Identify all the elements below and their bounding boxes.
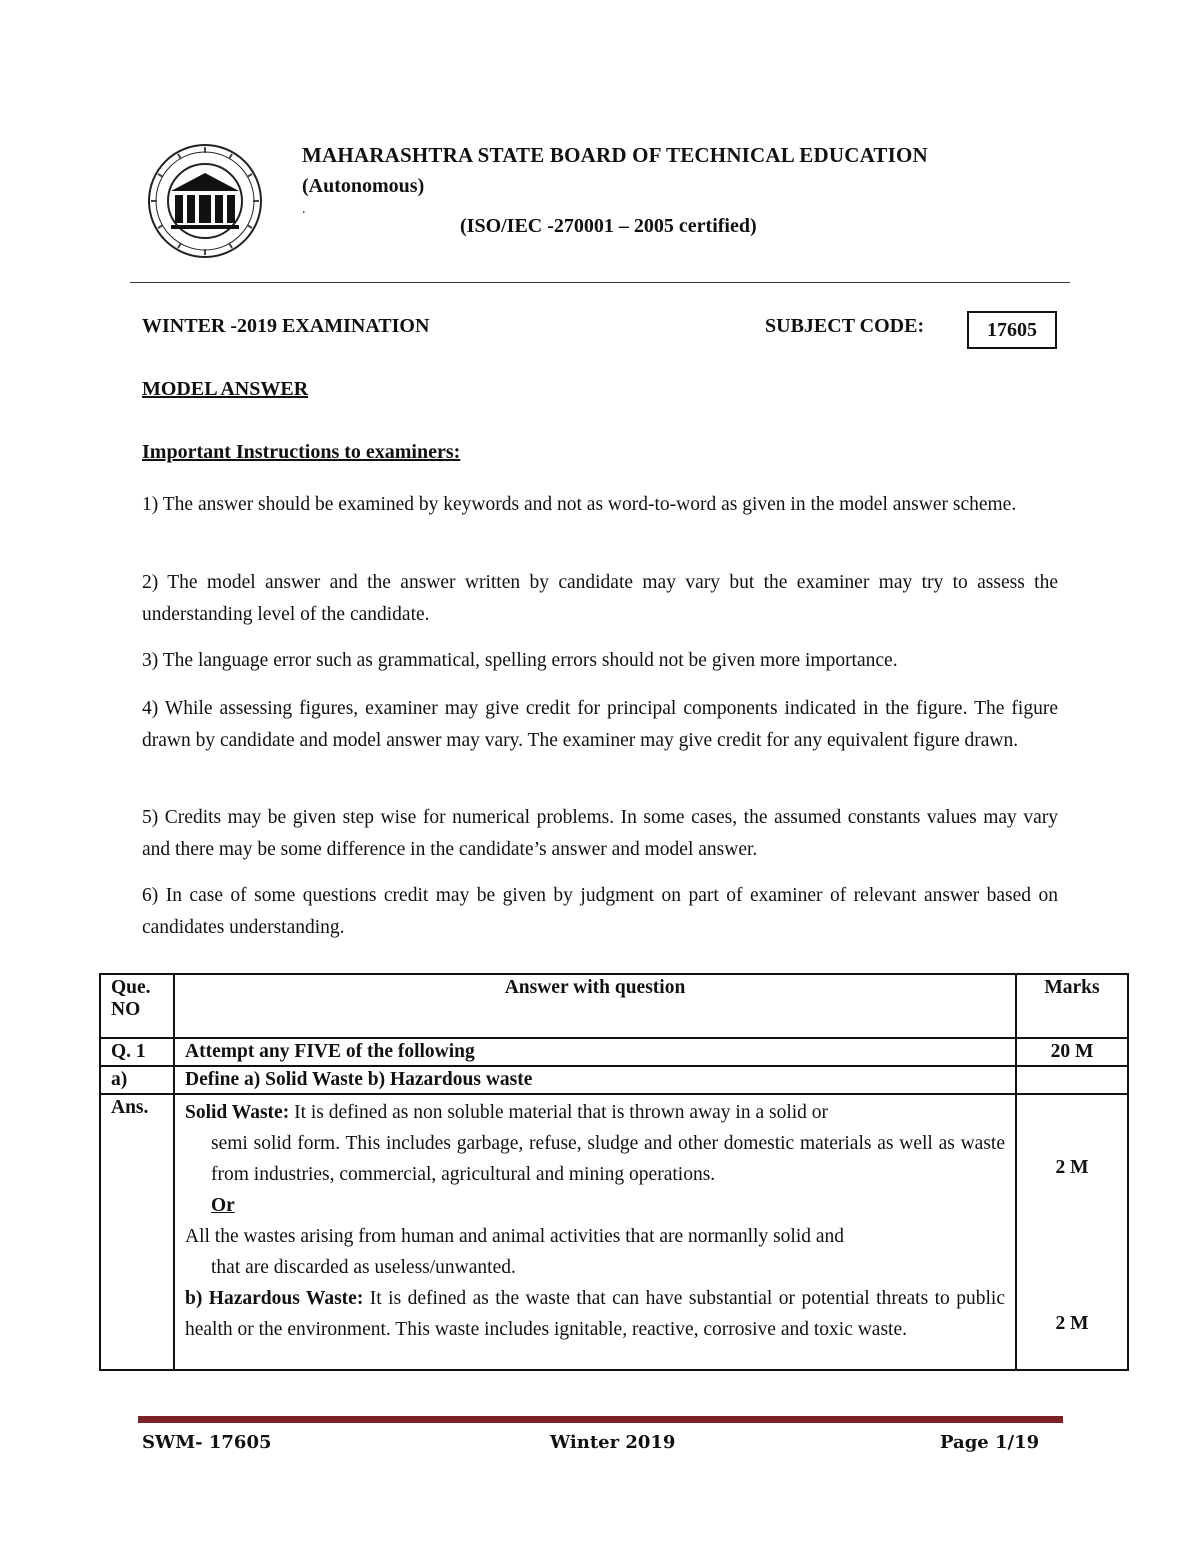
- question-marks: [1016, 1066, 1128, 1094]
- header-dot: .: [302, 202, 306, 217]
- instructions-heading: Important Instructions to examiners:: [142, 441, 461, 463]
- alt-definition: All the wastes arising from human and animal activities that are normanlly solid and: [185, 1226, 845, 1247]
- header-answer: Answer with question: [174, 974, 1016, 1038]
- instruction-item: 5) Credits may be given step wise for numerical problems. In some cases, the assumed constants values may vary and there may be some difference in the candidate’s answer and model answer.: [142, 807, 1058, 860]
- instruction-item: 3) The language error such as grammatical, spelling errors should not be given more importance.: [142, 650, 898, 671]
- solid-waste-text: It is defined as non soluble material that is thrown away in a solid or: [289, 1102, 829, 1123]
- hazardous-waste-definition: [185, 1283, 1005, 1345]
- instruction-item: 4) While assessing figures, examiner may give credit for principal components indicated in the figure. The figure drawn by candidate and model answer may vary. The examiner may give credit for any equivalent figure drawn.: [142, 698, 1058, 751]
- instruction-item: 6) In case of some questions credit may be given by judgment on part of examiner of relevant answer based on candidates understanding.: [142, 885, 1058, 938]
- instruction-item: 2) The model answer and the answer written by candidate may vary but the examiner may try to assess the understanding level of the candidate.: [142, 572, 1058, 625]
- solid-waste-definition: [185, 1097, 1005, 1128]
- marks-solid: 2 M: [1055, 1157, 1089, 1178]
- footer-page: Page 1/19: [940, 1432, 1040, 1453]
- footer-center: Winter 2019: [550, 1432, 676, 1453]
- msbte-logo: [147, 143, 263, 259]
- model-answer-heading: MODEL ANSWER: [142, 378, 309, 400]
- or-label: Or: [211, 1195, 235, 1216]
- instruction-item: 1) The answer should be examined by keywords and not as word-to-word as given in the model answer scheme.: [142, 494, 1017, 515]
- answer-label: Ans.: [100, 1094, 174, 1370]
- table-row: [100, 1094, 1128, 1370]
- footer-bar: [138, 1416, 1063, 1423]
- question-number: Q. 1: [100, 1038, 174, 1066]
- marks-hazardous: 2 M: [1055, 1313, 1089, 1334]
- footer-left: SWM- 17605: [142, 1432, 272, 1453]
- solid-waste-continued: semi solid form. This includes garbage, refuse, sludge and other domestic materials as well as waste from industries, commercial, agricultural and mining operations.: [211, 1133, 1005, 1185]
- board-title: MAHARASHTRA STATE BOARD OF TECHNICAL EDUCATION: [302, 143, 928, 167]
- answer-content: [174, 1094, 1016, 1370]
- question-number: a): [100, 1066, 174, 1094]
- table-row: [100, 1066, 1128, 1094]
- header-divider: [130, 282, 1070, 283]
- solid-waste-label: Solid Waste:: [185, 1102, 290, 1123]
- table-header-row: [100, 974, 1128, 1038]
- table-row: [100, 1038, 1128, 1066]
- autonomous-label: (Autonomous): [302, 175, 425, 197]
- hazardous-waste-label: b) Hazardous Waste:: [185, 1288, 364, 1309]
- alt-definition-continued: that are discarded as useless/unwanted.: [211, 1257, 516, 1278]
- subject-code-box: 17605: [967, 311, 1057, 349]
- question-text: Define a) Solid Waste b) Hazardous waste: [174, 1066, 1016, 1094]
- header-marks: Marks: [1016, 974, 1128, 1038]
- iso-certification: (ISO/IEC -270001 – 2005 certified): [460, 215, 757, 237]
- exam-name: WINTER -2019 EXAMINATION: [142, 315, 430, 337]
- answer-table: [99, 973, 1129, 1371]
- hazardous-waste-text: It is defined as the waste that can have substantial or potential threats to public health or the environment. This waste includes ignitable, reactive, corrosive and toxic waste.: [185, 1288, 1005, 1340]
- question-marks: 20 M: [1016, 1038, 1128, 1066]
- header-que-no: Que. NO: [100, 974, 174, 1038]
- answer-marks-cell: [1016, 1094, 1128, 1370]
- question-text: Attempt any FIVE of the following: [174, 1038, 1016, 1066]
- subject-code-label: SUBJECT CODE:: [765, 315, 925, 337]
